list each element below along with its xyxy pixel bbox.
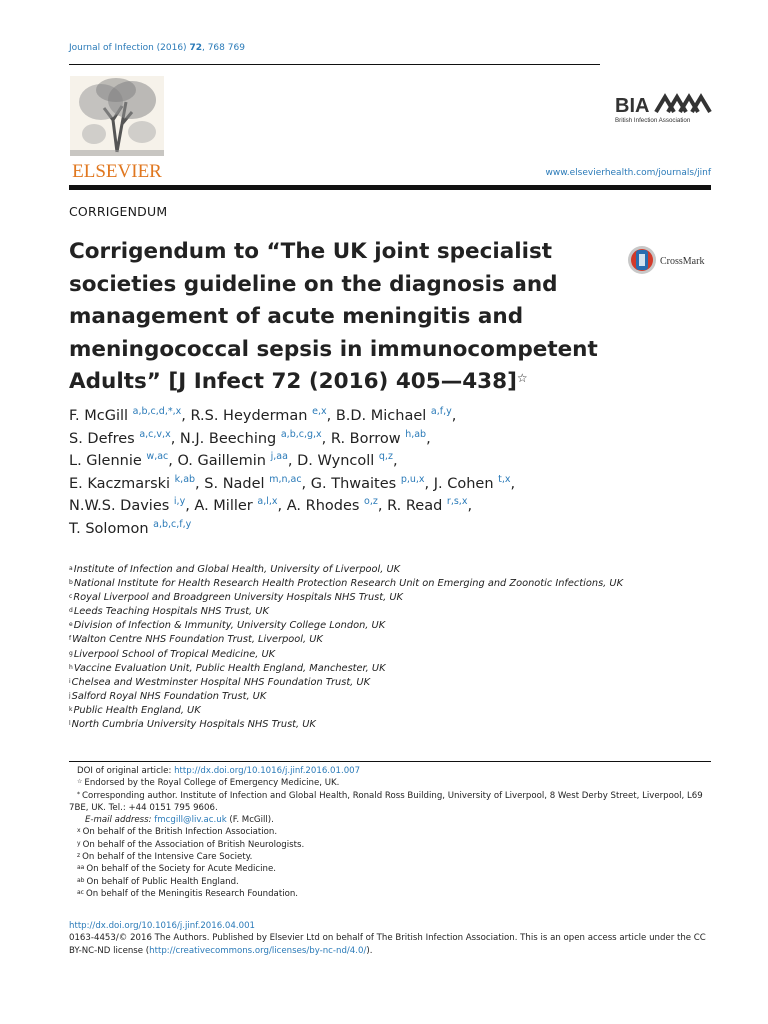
author-name: F. McGill bbox=[69, 408, 133, 424]
author-separator: , bbox=[426, 430, 431, 447]
author-affiliation-marks[interactable]: e,x bbox=[312, 406, 327, 417]
author-name: S. Defres bbox=[69, 430, 140, 447]
email-link[interactable]: fmcgill@liv.ac.uk bbox=[154, 815, 227, 826]
affiliation-item bbox=[69, 704, 709, 718]
behalf-note bbox=[69, 826, 714, 838]
header-thick-rule bbox=[69, 185, 711, 190]
affiliation-item bbox=[69, 605, 709, 619]
affiliation-text: Royal Liverpool and Broadgreen University Hospitals NHS Trust, UK bbox=[73, 592, 403, 604]
behalf-note bbox=[69, 876, 714, 888]
journal-pages: 768 769 bbox=[207, 43, 245, 53]
title-star-footnote: ☆ bbox=[516, 371, 528, 385]
author-affiliation-marks[interactable]: o,z bbox=[364, 496, 378, 508]
affiliation-item bbox=[69, 633, 709, 647]
svg-text:BIA: BIA bbox=[615, 95, 650, 117]
header-rule bbox=[69, 64, 600, 65]
affiliation-item bbox=[69, 591, 709, 605]
author-separator: , bbox=[170, 430, 180, 447]
behalf-list bbox=[69, 826, 714, 900]
author-affiliation-marks[interactable]: p,u,x bbox=[400, 473, 425, 485]
affiliation-item bbox=[69, 563, 709, 577]
affiliation-text: Institute of Infection and Global Health, University of Liverpool, UK bbox=[73, 564, 401, 575]
behalf-key: z bbox=[77, 852, 81, 860]
author-affiliation-marks[interactable]: w,ac bbox=[146, 451, 169, 463]
author-affiliation-marks[interactable]: h,ab bbox=[405, 428, 427, 440]
footnote-rule bbox=[69, 761, 711, 762]
author-name: R. Borrow bbox=[330, 430, 406, 447]
affiliation-key: c bbox=[69, 593, 73, 601]
affiliation-item bbox=[69, 690, 709, 704]
author-list bbox=[69, 405, 709, 541]
author-name: E. Kaczmarski bbox=[69, 475, 175, 492]
journal-url-link[interactable]: www.elsevierhealth.com/journals/jinf bbox=[545, 168, 711, 178]
affiliation-key: h bbox=[69, 663, 73, 671]
svg-text:British Infection Association: British Infection Association bbox=[615, 117, 691, 124]
author-name: B.D. Michael bbox=[335, 408, 431, 424]
author-separator: , bbox=[510, 475, 516, 492]
affiliation-key: f bbox=[69, 635, 72, 643]
author-separator: , bbox=[185, 498, 195, 515]
copyright-notice: 0163-4453/© 2016 The Authors. Published by Elsevier Ltd on behalf of The British Infection Association. This is an open access article under the CC BY-NC-ND license (http://creativecommons.org/licenses/by-nc-nd/4.0/). bbox=[69, 933, 706, 956]
affiliation-item bbox=[69, 619, 709, 633]
footnotes bbox=[69, 765, 714, 900]
author-affiliation-marks[interactable]: k,ab bbox=[174, 473, 196, 485]
author-separator: , bbox=[168, 453, 178, 470]
author-affiliation-marks[interactable]: a,c,v,x bbox=[139, 428, 171, 440]
affiliation-text: Leeds Teaching Hospitals NHS Trust, UK bbox=[73, 606, 269, 618]
behalf-text: On behalf of the Intensive Care Society. bbox=[82, 852, 253, 863]
affiliation-item bbox=[69, 648, 709, 662]
author-separator: , bbox=[326, 408, 336, 424]
author-separator: , bbox=[195, 475, 205, 492]
elsevier-wordmark: ELSEVIER bbox=[72, 161, 162, 182]
author-name: R. Read bbox=[387, 498, 447, 515]
author-name: D. Wyncoll bbox=[297, 453, 379, 470]
affiliation-item bbox=[69, 676, 709, 690]
article-doi-link[interactable]: http://dx.doi.org/10.1016/j.jinf.2016.04.001 bbox=[69, 921, 255, 931]
author-separator: , bbox=[181, 408, 191, 424]
author-affiliation-marks[interactable]: r,s,x bbox=[446, 496, 468, 508]
author-separator: , bbox=[301, 475, 311, 492]
author-separator: , bbox=[321, 430, 331, 447]
author-name: N.J. Beeching bbox=[179, 430, 281, 447]
behalf-text: On behalf of the Society for Acute Medicine. bbox=[86, 864, 277, 875]
affiliation-key: j bbox=[69, 691, 71, 699]
author-name: A. Rhodes bbox=[286, 498, 365, 515]
author-affiliation-marks[interactable]: a,b,c,g,x bbox=[280, 428, 322, 440]
affiliation-text: Walton Centre NHS Foundation Trust, Liverpool, UK bbox=[72, 634, 323, 646]
author-name: N.W.S. Davies bbox=[69, 498, 174, 515]
affiliation-list bbox=[69, 563, 709, 732]
behalf-text: On behalf of the Association of British Neurologists. bbox=[82, 839, 305, 850]
affiliation-key: d bbox=[69, 607, 73, 615]
author-name: S. Nadel bbox=[204, 475, 270, 492]
affiliation-item bbox=[69, 662, 709, 676]
author-separator: , bbox=[467, 498, 473, 515]
author-affiliation-marks[interactable]: q,z bbox=[378, 451, 393, 463]
affiliation-key: g bbox=[69, 649, 73, 657]
license-link[interactable]: http://creativecommons.org/licenses/by-nc-nd/4.0/ bbox=[149, 945, 367, 956]
email-line: E-mail address: fmcgill@liv.ac.uk (F. McGill). bbox=[85, 815, 274, 826]
affiliation-item bbox=[69, 718, 709, 732]
author-name: L. Glennie bbox=[69, 453, 147, 470]
author-name: O. Gaillemin bbox=[177, 453, 271, 470]
behalf-key: x bbox=[77, 827, 81, 835]
author-separator: , bbox=[451, 408, 457, 424]
affiliation-key: i bbox=[69, 677, 71, 685]
affiliation-text: Liverpool School of Tropical Medicine, UK bbox=[73, 648, 276, 660]
affiliation-text: Salford Royal NHS Foundation Trust, UK bbox=[71, 690, 267, 702]
behalf-text: On behalf of Public Health England. bbox=[86, 876, 239, 887]
behalf-note bbox=[69, 863, 714, 875]
elsevier-logo bbox=[66, 72, 168, 184]
behalf-note bbox=[69, 851, 714, 863]
author-affiliation-marks[interactable]: a,f,y bbox=[430, 406, 452, 417]
affiliation-text: Division of Infection & Immunity, University College London, UK bbox=[73, 620, 386, 632]
affiliation-text: Public Health England, UK bbox=[73, 704, 201, 716]
behalf-text: On behalf of the British Infection Association. bbox=[82, 827, 278, 838]
author-separator: , bbox=[424, 475, 434, 492]
author-name: A. Miller bbox=[194, 498, 258, 515]
journal-reference[interactable]: Journal of Infection (2016) 72, 768 769 bbox=[69, 43, 245, 53]
author-affiliation-marks[interactable]: a,l,x bbox=[257, 496, 278, 508]
behalf-key: aa bbox=[77, 864, 85, 872]
affiliation-text: Chelsea and Westminster Hospital NHS Foundation Trust, UK bbox=[71, 676, 371, 688]
affiliation-key: l bbox=[69, 720, 71, 728]
behalf-key: ab bbox=[77, 876, 85, 884]
affiliation-key: k bbox=[69, 705, 73, 713]
crossmark-badge[interactable] bbox=[626, 244, 716, 276]
behalf-key: ac bbox=[77, 888, 84, 896]
author-separator: , bbox=[377, 498, 388, 515]
title-text: Corrigendum to “The UK joint specialist societies guideline on the diagnosis and management of acute meningitis and meningococcal sepsis in immunocompetent Adults” [J Infect 72 (2016) 405—438] bbox=[69, 239, 598, 394]
author-name: R.S. Heyderman bbox=[190, 408, 313, 424]
journal-volume: 72 bbox=[189, 43, 202, 53]
article-title bbox=[69, 236, 629, 399]
author-affiliation-marks[interactable]: t,x bbox=[498, 473, 511, 485]
crossmark-label: CrossMark bbox=[660, 256, 705, 267]
original-doi-line: DOI of original article: http://dx.doi.org/10.1016/j.jinf.2016.01.007 bbox=[77, 766, 361, 776]
affiliation-key: b bbox=[69, 579, 73, 587]
behalf-text: On behalf of the Meningitis Research Foundation. bbox=[85, 888, 299, 899]
author-affiliation-marks[interactable]: a,b,c,d,*,x bbox=[132, 406, 182, 417]
corresponding-author-note: * Corresponding author. Institute of Infection and Global Health, Ronald Ross Building, University of Liverpool, 8 West Derby Street, Liverpool, L69 7BE, UK. Tel.: +44 0151 795 9606. bbox=[69, 790, 703, 813]
affiliation-item bbox=[69, 577, 709, 591]
author-name: T. Solomon bbox=[69, 520, 154, 537]
affiliation-key: e bbox=[69, 621, 73, 629]
author-separator: , bbox=[392, 453, 398, 470]
affiliation-key: a bbox=[69, 565, 73, 572]
author-separator: , bbox=[277, 498, 287, 515]
endorsement-note: ☆ Endorsed by the Royal College of Emergency Medicine, UK. bbox=[77, 778, 340, 789]
author-affiliation-marks[interactable]: i,y bbox=[173, 496, 186, 508]
author-name: J. Cohen bbox=[433, 475, 499, 492]
behalf-note bbox=[69, 839, 714, 851]
author-affiliation-marks[interactable]: m,n,ac bbox=[269, 473, 302, 485]
original-doi-link[interactable]: http://dx.doi.org/10.1016/j.jinf.2016.01.007 bbox=[174, 766, 361, 776]
section-label: CORRIGENDUM bbox=[69, 204, 168, 219]
author-affiliation-marks[interactable]: a,b,c,f,y bbox=[153, 518, 192, 530]
article-footer bbox=[69, 920, 714, 957]
author-separator: , bbox=[287, 453, 298, 470]
behalf-key: y bbox=[77, 839, 81, 847]
affiliation-text: North Cumbria University Hospitals NHS Trust, UK bbox=[71, 719, 316, 731]
author-affiliation-marks[interactable]: j,aa bbox=[270, 451, 288, 463]
behalf-note bbox=[69, 888, 714, 900]
british-infection-association-logo bbox=[612, 92, 712, 132]
author-name: G. Thwaites bbox=[310, 475, 401, 492]
affiliation-text: National Institute for Health Research Health Protection Research Unit on Emerging and Zoonotic Infections, UK bbox=[73, 578, 623, 590]
affiliation-text: Vaccine Evaluation Unit, Public Health England, Manchester, UK bbox=[73, 662, 386, 674]
